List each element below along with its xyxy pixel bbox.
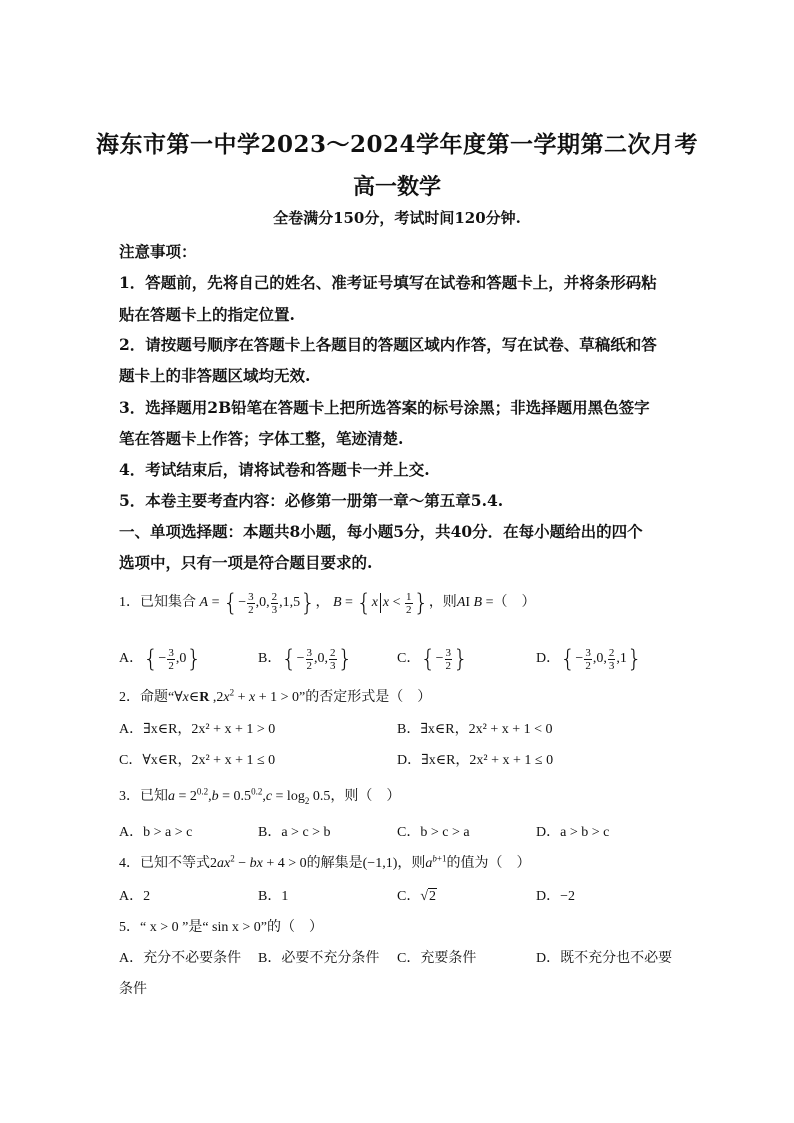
- exam-title: 海东市第一中学2023～2024学年度第一学期第二次月考: [95, 131, 699, 158]
- q3-option-c: C．b > c > a: [397, 825, 470, 840]
- q5-option-d: D．既不充分也不必要: [536, 951, 673, 966]
- q1-option-d-label: D．: [536, 651, 561, 667]
- q4-mid2: ，则: [397, 856, 426, 871]
- q4-option-c-label: C．: [397, 889, 421, 904]
- q3-suffix: ，则（ ）: [330, 789, 401, 804]
- q4-mid: 的解集是: [306, 856, 363, 871]
- q1-option-d: D．{− $\frac{3}{2}$ ,0, $\frac{2}{3}$ ,1}: [536, 645, 643, 673]
- exam-info: 全卷满分150分，考试时间120分钟.: [273, 209, 521, 227]
- q1-prefix: 1．已知集合: [119, 595, 196, 611]
- notice-line-6: 笔在答题卡上作答；字体工整，笔迹清楚.: [119, 429, 404, 448]
- q5-option-a: A．充分不必要条件: [119, 951, 242, 966]
- q1-option-b: B．{− $\frac{3}{2}$ ,0, $\frac{2}{3}$ }: [258, 645, 353, 673]
- q2-suffix: ”的否定形式是（ ）: [299, 690, 432, 705]
- q2-option-c: C．∀x∈R，2x² + x + 1 ≤ 0: [119, 753, 276, 768]
- q3-option-a: A．b > a > c: [119, 825, 193, 840]
- notice-heading: 注意事项：: [119, 242, 197, 261]
- q1-option-a-label: A．: [119, 651, 144, 667]
- exam-subject: 高一数学: [352, 174, 441, 200]
- q3-option-d: D．a > b > c: [536, 825, 610, 840]
- q2-option-d: D．∃x∈R，2x² + x + 1 ≤ 0: [397, 753, 554, 768]
- section-heading-line-1: 一、单项选择题：本题共8小题，每小题5分，共40分．在每小题给出的四个: [119, 522, 643, 541]
- q2-option-a: A．∃x∈R，2x² + x + 1 > 0: [119, 722, 276, 737]
- notice-line-4: 题卡上的非答题区域均无效.: [119, 366, 311, 385]
- q1-option-c: C．{− $\frac{3}{2}$ }: [397, 645, 469, 673]
- q4-option-a: A．2: [119, 889, 151, 904]
- q5-option-b: B．必要不充分条件: [258, 951, 380, 966]
- notice-line-3: 2．请按题号顺序在答题卡上各题目的答题区域内作答，写在试卷、草稿纸和答: [119, 335, 657, 354]
- question-1: 1．已知集合 A = {− $\frac{3}{2}$ ,0, $\frac{2}{3}$ ,1,5}， B = {x x < $\frac{1}{2}$ }，则AΙ B =（ ）: [119, 589, 536, 617]
- section-heading-line-2: 选项中，只有一项是符合题目要求的.: [119, 553, 373, 572]
- q1-option-b-label: B．: [258, 651, 282, 667]
- q1-option-a: A．{− $\frac{3}{2}$ ,0}: [119, 645, 202, 673]
- q4-option-c: C．√2: [397, 889, 437, 904]
- question-2: 2．命题“∀x∈R $,2x^2 + x + 1 > 0$”的否定形式是（ ）: [119, 687, 432, 705]
- question-3: 3．已知$a = 2^{0.2},b = 0.5^{0.2},c = \log_2 0.5$，则（ ）: [119, 786, 401, 806]
- q5-option-d-continued: 条件: [119, 982, 147, 997]
- q2-prefix: 2．命题“: [119, 690, 175, 705]
- question-5: 5．“ x > 0 ”是“ sin x > 0”的（ ）: [119, 920, 323, 935]
- question-4: 4．已知不等式$2ax^2$ − bx + 4 > 0的解集是(−1,1)，则$a^{b+1}$的值为（ ）: [119, 853, 531, 871]
- q1-option-c-label: C．: [397, 651, 421, 667]
- q2-option-b: B．∃x∈R，2x² + x + 1 < 0: [397, 722, 553, 737]
- q3-option-b: B．a > c > b: [258, 825, 331, 840]
- q5-option-c: C．充要条件: [397, 951, 477, 966]
- notice-line-2: 贴在答题卡上的指定位置.: [119, 305, 295, 324]
- q1-tail: （ ）: [493, 595, 536, 611]
- notice-line-5: 3．选择题用2B铅笔在答题卡上把所选答案的标号涂黑；非选择题用黑色签字: [119, 398, 650, 417]
- notice-line-1: 1．答题前，先将自己的姓名、准考证号填写在试卷和答题卡上，并将条形码粘: [119, 273, 657, 292]
- q1-suffix: ，则: [428, 595, 457, 611]
- q4-prefix: 4．已知不等式: [119, 856, 210, 871]
- q4-option-b: B．1: [258, 889, 289, 904]
- q3-prefix: 3．已知: [119, 789, 168, 804]
- q4-option-d: D．−2: [536, 889, 576, 904]
- notice-line-7: 4．考试结束后，请将试卷和答题卡一并上交.: [119, 460, 430, 479]
- q4-suffix: 的值为（ ）: [446, 856, 531, 871]
- notice-line-8: 5．本卷主要考查内容：必修第一册第一章～第五章5.4.: [119, 491, 504, 510]
